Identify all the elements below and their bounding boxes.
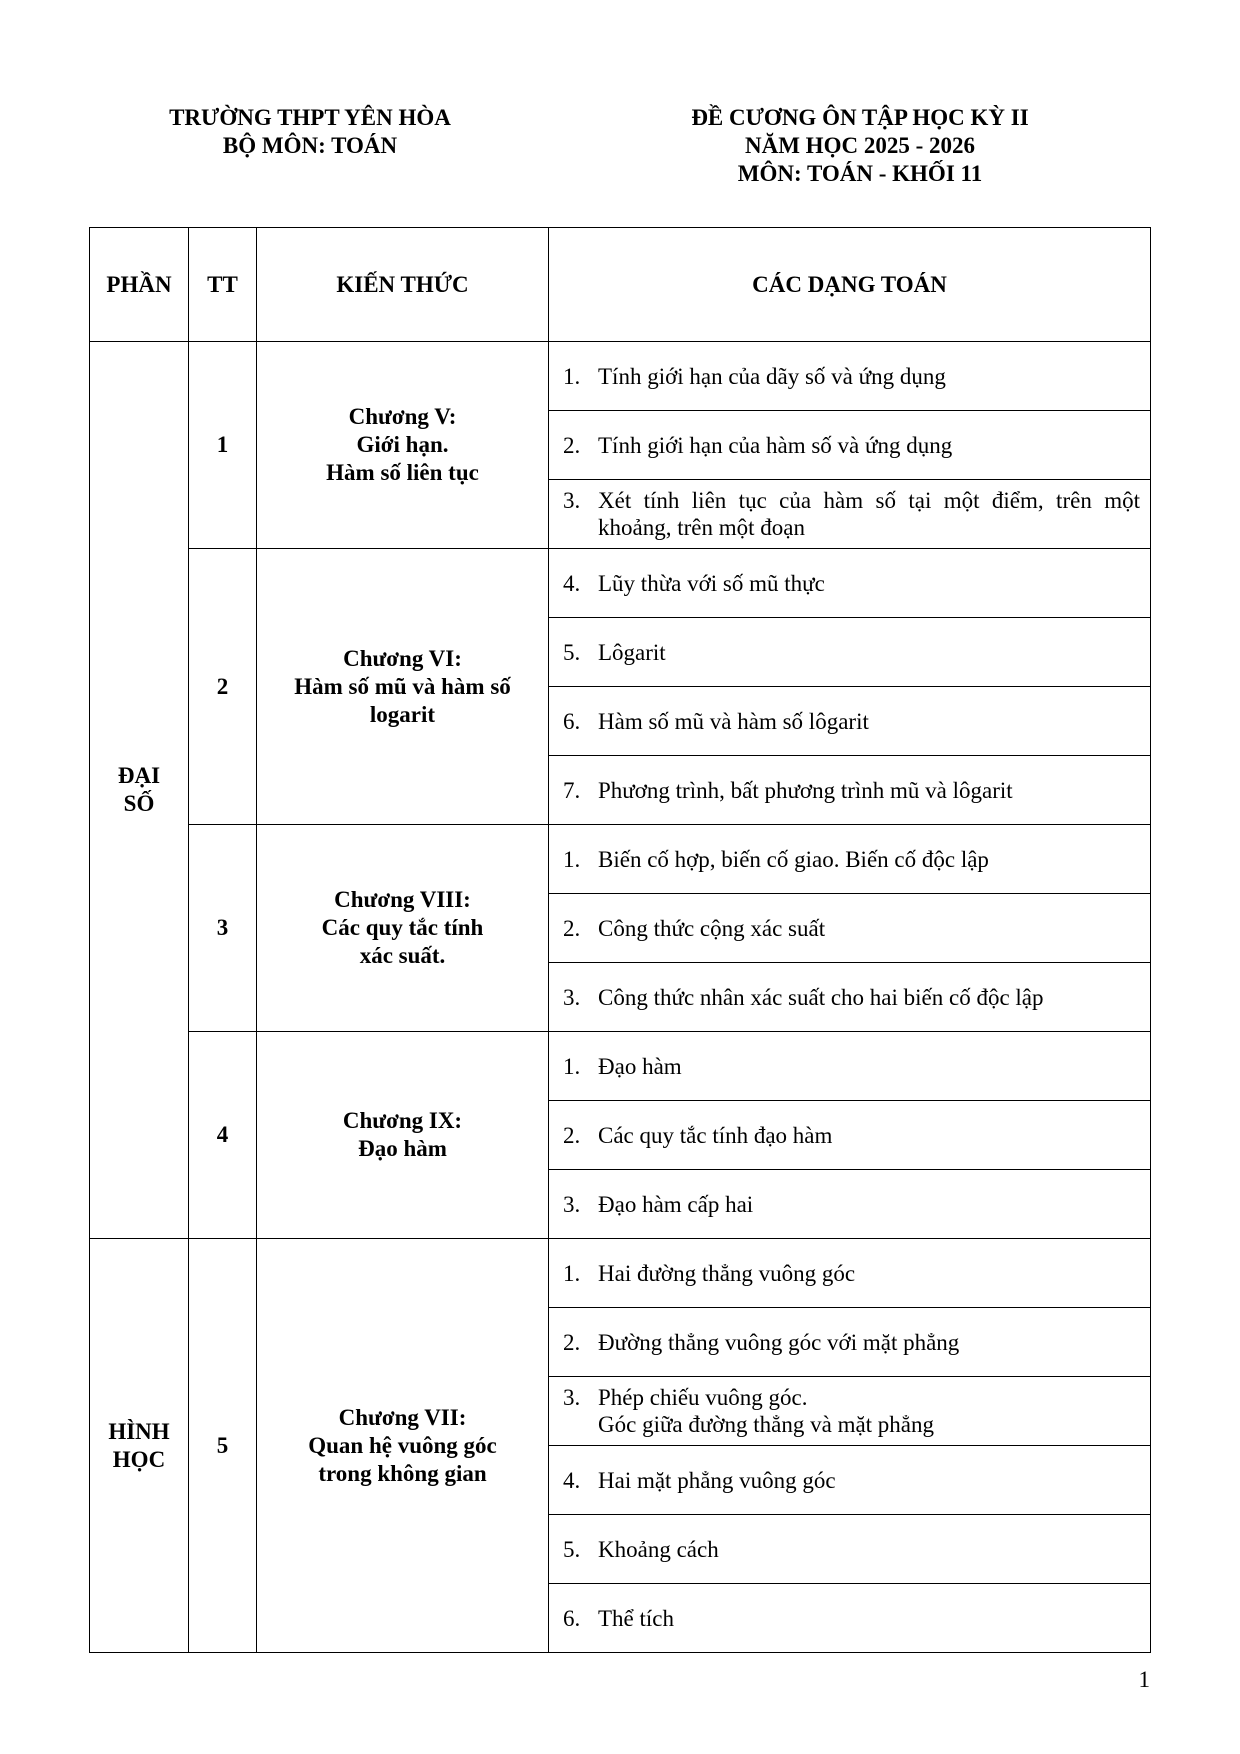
problem-type-text-line: Góc giữa đường thẳng và mặt phẳng <box>598 1412 935 1437</box>
problem-type-number: 2. <box>563 432 581 458</box>
chapter-number-cell: 1 <box>189 342 257 549</box>
problem-type-cell <box>549 963 1151 1032</box>
review-outline-table <box>89 227 1151 1653</box>
subject-grade: MÔN: TOÁN - KHỐI 11 <box>737 161 983 186</box>
department-name: BỘ MÔN: TOÁN <box>222 133 398 158</box>
problem-type-cell <box>549 687 1151 756</box>
chapter-title-line: Đạo hàm <box>358 1136 447 1161</box>
problem-type-text-line: Khoảng cách <box>598 1536 719 1562</box>
problem-type-cell <box>549 1101 1151 1170</box>
school-name: TRƯỜNG THPT YÊN HÒA <box>169 105 451 130</box>
problem-type-text-line: Đạo hàm cấp hai <box>598 1191 754 1217</box>
school-year: NĂM HỌC 2025 - 2026 <box>745 133 975 158</box>
chapter-title-cell <box>257 1032 549 1239</box>
problem-type-text <box>598 639 1140 666</box>
problem-type-number: 3. <box>563 984 581 1010</box>
problem-type-text-line: Hai mặt phẳng vuông góc <box>598 1467 836 1493</box>
problem-type-text <box>598 1122 1140 1149</box>
problem-type-cell <box>549 1239 1151 1308</box>
chapter-number-cell: 5 <box>189 1239 257 1653</box>
chapter-title-line: Giới hạn. <box>356 432 449 457</box>
table-row <box>90 825 1151 894</box>
problem-type-cell <box>549 1584 1151 1653</box>
problem-type-text-line: Đạo hàm <box>598 1053 682 1079</box>
chapter-title-cell <box>257 549 549 825</box>
problem-type-number: 2. <box>563 1329 581 1355</box>
problem-type-cell <box>549 894 1151 963</box>
problem-type-text-line: Hàm số mũ và hàm số lôgarit <box>598 708 869 734</box>
chapter-title-line: Các quy tắc tính <box>321 915 484 940</box>
problem-type-number: 7. <box>563 777 581 803</box>
problem-type-cell <box>549 756 1151 825</box>
problem-type-number: 3. <box>563 1191 581 1217</box>
chapter-title-line: Chương VIII: <box>334 887 471 912</box>
problem-type-cell <box>549 1308 1151 1377</box>
chapter-title-cell <box>257 825 549 1032</box>
problem-type-number: 3. <box>563 1385 581 1410</box>
problem-type-number: 4. <box>563 570 581 596</box>
part-name-line: HÌNH <box>108 1418 170 1444</box>
problem-type-text <box>598 1329 1140 1356</box>
problem-type-cell <box>549 618 1151 687</box>
problem-type-number: 6. <box>563 708 581 734</box>
chapter-title-line: Chương VII: <box>338 1404 467 1430</box>
chapter-title-line: trong không gian <box>318 1460 487 1486</box>
page-number: 1 <box>1138 1667 1150 1692</box>
table-row <box>90 1239 1151 1308</box>
problem-type-cell <box>549 342 1151 411</box>
chapter-title-line: Chương VI: <box>343 645 462 671</box>
problem-type-text-line: Lôgarit <box>598 639 666 665</box>
problem-type-number: 2. <box>563 1122 581 1148</box>
problem-type-text <box>598 777 1140 804</box>
chapter-title-line: Quan hệ vuông góc <box>308 1432 497 1458</box>
problem-type-text <box>598 487 1140 541</box>
problem-type-cell <box>549 1446 1151 1515</box>
header-knowledge: KIẾN THỨC <box>257 228 549 342</box>
problem-type-text <box>598 1467 1140 1494</box>
problem-type-cell <box>549 480 1151 549</box>
problem-type-cell <box>549 1032 1151 1101</box>
problem-type-text <box>598 1053 1140 1080</box>
problem-type-cell <box>549 549 1151 618</box>
problem-type-text <box>598 1536 1140 1563</box>
problem-type-text-line: Công thức nhân xác suất cho hai biến cố độc lập <box>598 984 1044 1010</box>
part-name-line: ĐẠI <box>117 763 161 788</box>
problem-type-cell <box>549 1515 1151 1584</box>
problem-type-text <box>598 570 1140 597</box>
part-name-line: SỐ <box>123 791 155 816</box>
problem-type-text-line: Biến cố hợp, biến cố giao. Biến cố độc lập <box>598 846 989 872</box>
problem-type-number: 5. <box>563 1536 581 1562</box>
header-left <box>120 104 500 160</box>
problem-type-text <box>598 432 1140 459</box>
chapter-title-line: xác suất. <box>359 943 446 968</box>
problem-type-number: 1. <box>563 1053 581 1079</box>
problem-type-number: 1. <box>563 363 581 389</box>
header-part: PHẦN <box>90 228 189 342</box>
chapter-title-cell <box>257 342 549 549</box>
problem-type-cell <box>549 1377 1151 1446</box>
header-problem-types: CÁC DẠNG TOÁN <box>549 228 1151 342</box>
problem-type-text <box>598 984 1140 1011</box>
header-right <box>620 104 1100 188</box>
chapter-number-cell: 3 <box>189 825 257 1032</box>
problem-type-number: 4. <box>563 1467 581 1493</box>
header-tt: TT <box>189 228 257 342</box>
table-row <box>90 549 1151 618</box>
problem-type-text-line: Hai đường thẳng vuông góc <box>598 1260 856 1286</box>
document-title: ĐỀ CƯƠNG ÔN TẬP HỌC KỲ II <box>691 105 1029 130</box>
chapter-title-line: Hàm số mũ và hàm số <box>294 673 511 699</box>
problem-type-text <box>598 915 1140 942</box>
problem-type-text <box>598 1191 1140 1218</box>
problem-type-number: 6. <box>563 1605 581 1631</box>
problem-type-text <box>598 1605 1140 1632</box>
part-name-cell <box>90 1239 189 1653</box>
part-name-line: HỌC <box>112 1446 166 1472</box>
table-row <box>90 1032 1151 1101</box>
problem-type-number: 5. <box>563 639 581 665</box>
problem-type-text-line: Các quy tắc tính đạo hàm <box>598 1122 833 1148</box>
chapter-title-line: logarit <box>369 701 436 727</box>
problem-type-cell <box>549 411 1151 480</box>
chapter-number-cell: 4 <box>189 1032 257 1239</box>
chapter-title-line: Hàm số liên tục <box>326 460 479 485</box>
problem-type-cell <box>549 1170 1151 1239</box>
problem-type-text <box>598 846 1140 873</box>
problem-type-text-line: Thể tích <box>598 1605 674 1631</box>
chapter-title-line: Chương IX: <box>342 1108 463 1133</box>
problem-type-text <box>598 1384 1140 1438</box>
problem-type-text-line: Lũy thừa với số mũ thực <box>598 570 825 596</box>
table-row <box>90 342 1151 411</box>
problem-type-text <box>598 363 1140 390</box>
problem-type-number: 1. <box>563 846 581 872</box>
problem-type-text-line: Đường thẳng vuông góc với mặt phẳng <box>598 1329 960 1355</box>
table-body <box>90 342 1151 1653</box>
problem-type-text-line: Tính giới hạn của hàm số và ứng dụng <box>598 432 953 458</box>
chapter-title-cell <box>257 1239 549 1653</box>
problem-type-number: 3. <box>563 488 581 513</box>
problem-type-number: 1. <box>563 1260 581 1286</box>
problem-type-cell <box>549 825 1151 894</box>
chapter-title-line: Chương V: <box>348 404 457 429</box>
problem-type-text-line: Công thức cộng xác suất <box>598 915 826 941</box>
problem-type-text-line: Phép chiếu vuông góc. <box>598 1385 808 1410</box>
problem-type-number: 2. <box>563 915 581 941</box>
problem-type-text <box>598 708 1140 735</box>
part-name-cell <box>90 342 189 1239</box>
problem-type-text-line: Tính giới hạn của dãy số và ứng dụng <box>598 363 946 389</box>
problem-type-text-line: Xét tính liên tục của hàm số tại một điểm, trên một khoảng, trên một đoạn <box>598 488 1140 540</box>
chapter-number-cell: 2 <box>189 549 257 825</box>
problem-type-text-line: Phương trình, bất phương trình mũ và lôgarit <box>598 777 1013 803</box>
table-header-row <box>90 228 1151 342</box>
problem-type-text <box>598 1260 1140 1287</box>
